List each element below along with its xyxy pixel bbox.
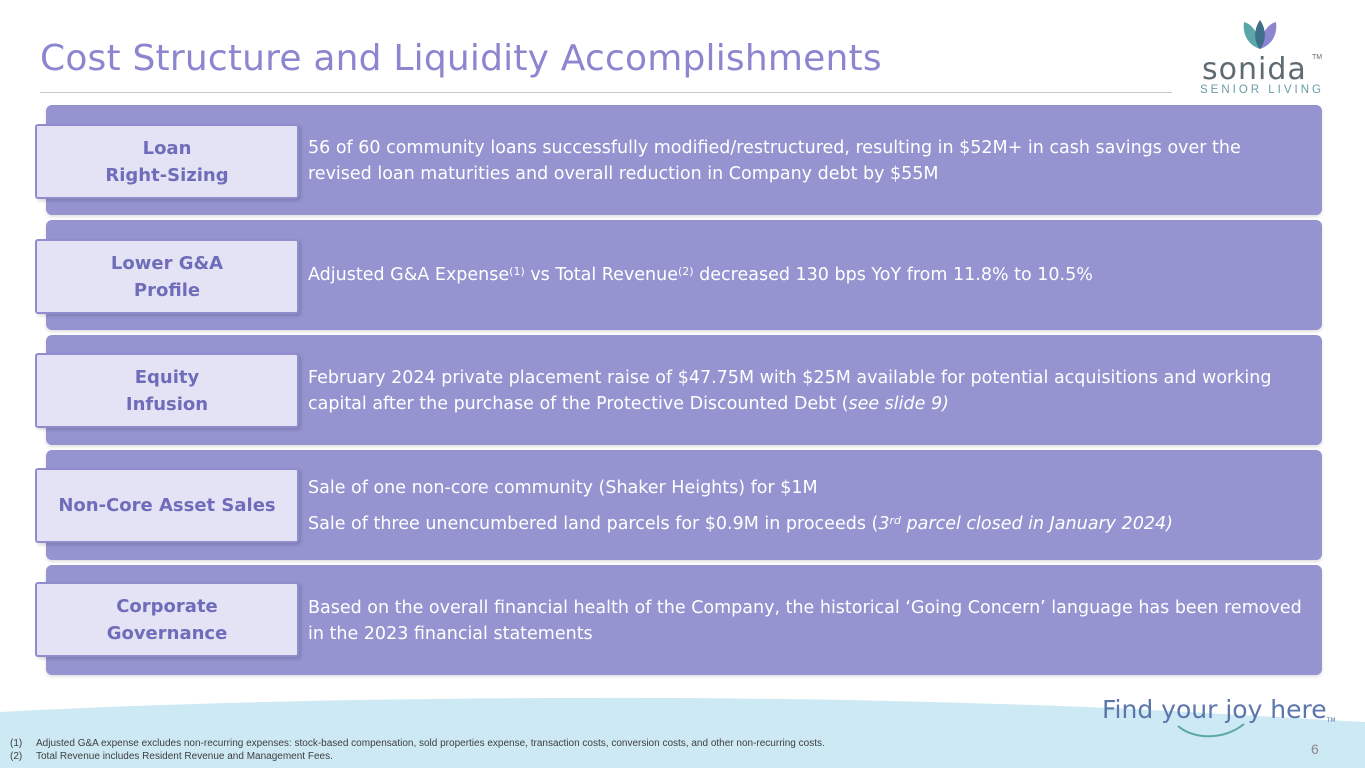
footnote-ref-1: (1) (509, 265, 525, 278)
loan-description (308, 135, 1308, 187)
label-line: Lower G&A (110, 252, 224, 274)
footnote-ref-2: (2) (678, 265, 694, 278)
tagline-text: Find your joy here (1102, 695, 1327, 724)
label-lower-ga-profile (35, 239, 299, 314)
footnote-number: (2) (10, 751, 23, 762)
label-equity-infusion (35, 353, 299, 428)
parcel-ordinal: 3 (878, 514, 890, 534)
loan-text: 56 of 60 community loans successfully modified/restructured, resulting in $52M+ in cash savings over the revised loan maturities and overall reduction in Company debt by $55M (308, 138, 1241, 184)
smile-swoosh-icon (1176, 722, 1246, 742)
sonida-logo (1196, 16, 1326, 100)
ga-text-c: decreased 130 bps YoY from 11.8% to 10.5% (693, 265, 1093, 285)
asset-sales-description (308, 475, 1308, 537)
butterfly-icon (1240, 16, 1280, 52)
label-line: Infusion (125, 393, 209, 415)
footnote-text: Total Revenue includes Resident Revenue and Management Fees. (36, 751, 333, 762)
footnotes (10, 737, 825, 763)
logo-trademark: TM (1312, 54, 1323, 61)
governance-text: Based on the overall financial health of the Company, the historical ‘Going Concern’ language has been removed in the 2023 financial statements (308, 598, 1302, 644)
asset-sale-line-1: Sale of one non-core community (Shaker Heights) for $1M (308, 478, 818, 498)
label-line: Governance (106, 622, 228, 644)
tagline (1102, 695, 1336, 724)
label-line: Non-Core Asset Sales (58, 495, 276, 516)
equity-description (308, 365, 1308, 417)
label-line: Corporate (116, 595, 218, 617)
asset-sale-line-2 (308, 511, 1308, 537)
page-title: Cost Structure and Liquidity Accomplishments (40, 38, 882, 79)
logo-wordmark: sonida (1202, 52, 1307, 87)
ga-description (308, 262, 1308, 288)
label-non-core-asset-sales (35, 468, 299, 543)
label-line: Profile (133, 279, 201, 301)
governance-description (308, 595, 1308, 647)
footnote-1 (10, 737, 825, 750)
ga-text-b: vs Total Revenue (524, 265, 678, 285)
ordinal-suffix: rd (889, 514, 901, 527)
label-line: Equity (134, 366, 200, 388)
footnote-text: Adjusted G&A expense excludes non-recurring expenses: stock-based compensation, sold properties expense, transaction costs, conversion costs, and other non-recurring costs. (36, 738, 825, 749)
logo-subtitle: SENIOR LIVING (1200, 84, 1324, 96)
footnote-2 (10, 750, 825, 763)
parcel-note: parcel closed in January 2024) (900, 514, 1173, 534)
page-number: 6 (1311, 741, 1319, 757)
slide-reference: see slide 9) (848, 394, 949, 414)
label-loan-right-sizing (35, 124, 299, 199)
label-line: Right-Sizing (105, 164, 229, 186)
asset-sale-text: Sale of three unencumbered land parcels for $0.9M in proceeds ( (308, 514, 879, 534)
ga-text-a: Adjusted G&A Expense (308, 265, 510, 285)
title-divider (40, 92, 1172, 93)
label-line: Loan (142, 137, 192, 159)
tagline-trademark: TM (1326, 717, 1336, 724)
label-corporate-governance (35, 582, 299, 657)
footnote-number: (1) (10, 738, 23, 749)
equity-text: February 2024 private placement raise of $47.75M with $25M available for potential acquisitions and working capital after the purchase of the Protective Discounted Debt ( (308, 368, 1272, 414)
